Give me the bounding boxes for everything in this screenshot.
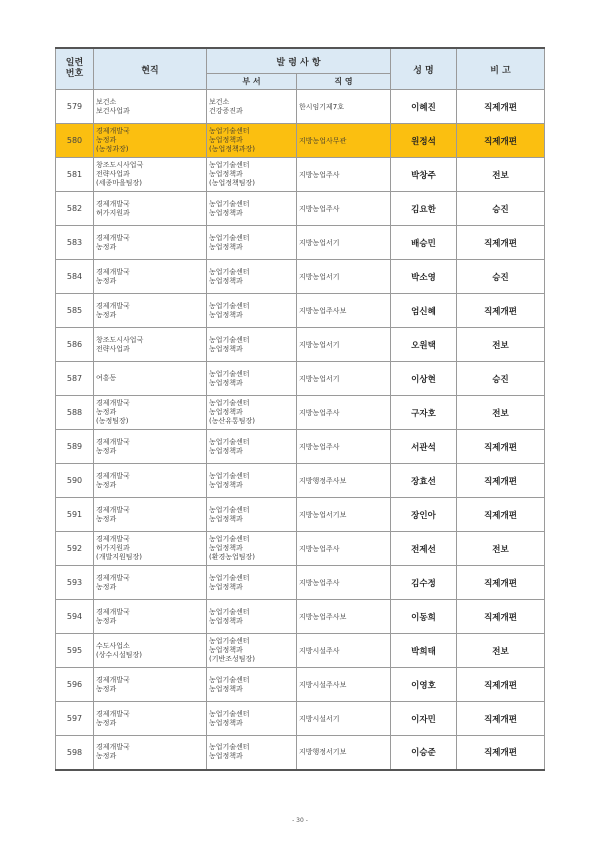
table-row (56, 226, 545, 260)
dept-cell (207, 498, 297, 532)
person-name-cell: 이영호 (391, 668, 457, 702)
table-row (56, 124, 545, 158)
current-position-line: 경제개발국 (96, 743, 130, 752)
current-position-line: 경제개발국 (96, 199, 130, 208)
dept-line: 농업기술센터 (209, 675, 250, 684)
current-position-line: 경제개발국 (96, 675, 130, 684)
dept-line: 농업기술센터 (209, 607, 250, 616)
note-cell: 직제개편 (457, 464, 545, 498)
position-cell: 지방농업사무관 (297, 124, 391, 158)
current-position-line: 농정과 (96, 616, 117, 625)
current-position-line: 경제개발국 (96, 233, 130, 242)
dept-line: 농업기술센터 (209, 471, 250, 480)
position-cell: 지방농업서기 (297, 226, 391, 260)
dept-cell (207, 600, 297, 634)
table-row (56, 362, 545, 396)
person-name-cell: 이자민 (391, 702, 457, 736)
person-name-cell: 이혜진 (391, 90, 457, 124)
table-row (56, 260, 545, 294)
current-position-cell (94, 532, 207, 566)
current-position-line: 창조도시사업국 (96, 335, 144, 344)
current-position-cell (94, 600, 207, 634)
table-row (56, 702, 545, 736)
current-position-cell (94, 158, 207, 192)
position-cell: 한시임기제7호 (297, 90, 391, 124)
dept-line: 농업정책과 (209, 276, 243, 285)
dept-cell (207, 532, 297, 566)
dept-cell (207, 464, 297, 498)
table-row (56, 294, 545, 328)
current-position-line: 농정과 (96, 514, 117, 523)
dept-line: 농업정책과 (209, 544, 243, 552)
serial-number-cell: 588 (56, 396, 94, 430)
current-position-line: 농정과 (96, 242, 117, 251)
current-position-line: (농정팀장) (96, 417, 129, 425)
current-position-line: (개발지원팀장) (96, 553, 143, 561)
table-row (56, 736, 545, 770)
person-name-cell: 배승민 (391, 226, 457, 260)
current-position-line: 수도사업소 (96, 641, 130, 650)
person-name-cell: 장인아 (391, 498, 457, 532)
dept-cell (207, 226, 297, 260)
dept-line: 농업정책과 (209, 310, 243, 319)
person-name-cell: 김요한 (391, 192, 457, 226)
header-note: 비 고 (457, 48, 545, 90)
note-cell: 전보 (457, 634, 545, 668)
serial-number-cell: 579 (56, 90, 94, 124)
dept-line: 농업정책과 (209, 514, 243, 523)
current-position-cell (94, 430, 207, 464)
current-position-line: 농정과 (96, 446, 117, 455)
dept-cell (207, 328, 297, 362)
current-position-cell (94, 124, 207, 158)
dept-line: 농업정책과 (209, 684, 243, 693)
current-position-line: 농정과 (96, 408, 117, 416)
dept-line: 농업기술센터 (209, 301, 250, 310)
current-position-line: 경제개발국 (96, 535, 130, 543)
note-cell: 전보 (457, 328, 545, 362)
person-name-cell: 원정석 (391, 124, 457, 158)
table-row (56, 532, 545, 566)
note-cell: 승진 (457, 260, 545, 294)
dept-line: 농업기술센터 (209, 535, 250, 543)
dept-line: 농업정책과 (209, 208, 243, 217)
position-cell: 지방농업주사 (297, 396, 391, 430)
dept-line: 농업정책과 (209, 344, 243, 353)
dept-cell (207, 736, 297, 770)
current-position-line: 경제개발국 (96, 267, 130, 276)
serial-number-cell: 591 (56, 498, 94, 532)
dept-line: 건강증진과 (209, 106, 243, 115)
serial-number-cell: 590 (56, 464, 94, 498)
dept-cell (207, 294, 297, 328)
current-position-line: 경제개발국 (96, 437, 130, 446)
dept-line: (농업정책과장) (209, 145, 256, 153)
header-dept: 부 서 (207, 74, 297, 90)
current-position-line: (상수시설팀장) (96, 650, 143, 659)
header-serial: 일련 번호 (56, 48, 94, 90)
position-cell: 지방시설주사보 (297, 668, 391, 702)
serial-number-cell: 594 (56, 600, 94, 634)
current-position-cell (94, 702, 207, 736)
current-position-line: 농정과 (96, 136, 117, 144)
note-cell: 직제개편 (457, 600, 545, 634)
current-position-line: 전략사업과 (96, 344, 130, 353)
current-position-line: 농정과 (96, 310, 117, 319)
dept-line: 농업기술센터 (209, 637, 250, 645)
serial-number-cell: 581 (56, 158, 94, 192)
dept-line: 농업정책과 (209, 718, 243, 727)
position-cell: 지방농업서기 (297, 260, 391, 294)
note-cell: 직제개편 (457, 294, 545, 328)
dept-line: 농업기술센터 (209, 127, 250, 135)
dept-line: 농업기술센터 (209, 335, 250, 344)
dept-cell (207, 260, 297, 294)
serial-number-cell: 596 (56, 668, 94, 702)
dept-line: 농업기술센터 (209, 233, 250, 242)
dept-line: 농업정책과 (209, 752, 243, 761)
current-position-line: 경제개발국 (96, 471, 130, 480)
serial-number-cell: 583 (56, 226, 94, 260)
dept-cell (207, 702, 297, 736)
position-cell: 지방행정서기보 (297, 736, 391, 770)
table-row (56, 566, 545, 600)
current-position-line: 허가지원과 (96, 544, 130, 552)
current-position-line: 보건사업과 (96, 106, 130, 115)
dept-cell (207, 90, 297, 124)
person-name-cell: 이상현 (391, 362, 457, 396)
serial-number-cell: 580 (56, 124, 94, 158)
note-cell: 전보 (457, 158, 545, 192)
person-name-cell: 박소영 (391, 260, 457, 294)
current-position-cell (94, 294, 207, 328)
table-row (56, 634, 545, 668)
dept-cell (207, 634, 297, 668)
current-position-cell (94, 668, 207, 702)
serial-number-cell: 595 (56, 634, 94, 668)
position-cell: 지방농업주사 (297, 566, 391, 600)
note-cell: 직제개편 (457, 124, 545, 158)
serial-number-cell: 587 (56, 362, 94, 396)
dept-line: 농업정책과 (209, 136, 243, 144)
note-cell: 전보 (457, 396, 545, 430)
current-position-cell (94, 464, 207, 498)
current-position-line: 전략사업과 (96, 170, 130, 178)
dept-line: 농업기술센터 (209, 437, 250, 446)
dept-cell (207, 430, 297, 464)
header-appointment: 발 령 사 항 (207, 48, 391, 74)
table-row (56, 328, 545, 362)
current-position-cell (94, 736, 207, 770)
dept-line: 농업기술센터 (209, 267, 250, 276)
note-cell: 전보 (457, 532, 545, 566)
position-cell: 지방농업주사보 (297, 600, 391, 634)
note-cell: 직제개편 (457, 226, 545, 260)
current-position-line: 경제개발국 (96, 399, 130, 407)
note-cell: 직제개편 (457, 498, 545, 532)
position-cell: 지방농업주사 (297, 532, 391, 566)
appointment-table-body (56, 90, 545, 770)
current-position-cell (94, 192, 207, 226)
note-cell: 직제개편 (457, 668, 545, 702)
dept-cell (207, 158, 297, 192)
current-position-line: 농정과 (96, 718, 117, 727)
current-position-line: 여흥동 (96, 374, 117, 382)
table-row (56, 464, 545, 498)
current-position-line: 경제개발국 (96, 607, 130, 616)
position-cell: 지방농업주사보 (297, 294, 391, 328)
header-name: 성 명 (391, 48, 457, 90)
current-position-cell (94, 90, 207, 124)
dept-line: 농업정책과 (209, 378, 243, 387)
header-position: 직 영 (297, 74, 391, 90)
note-cell: 직제개편 (457, 430, 545, 464)
dept-line: 농업기술센터 (209, 743, 250, 752)
current-position-cell (94, 362, 207, 396)
dept-line: 농업기술센터 (209, 505, 250, 514)
serial-number-cell: 585 (56, 294, 94, 328)
current-position-line: 경제개발국 (96, 505, 130, 514)
note-cell: 직제개편 (457, 90, 545, 124)
dept-line: 농업기술센터 (209, 709, 250, 718)
current-position-line: 경제개발국 (96, 573, 130, 582)
note-cell: 직제개편 (457, 566, 545, 600)
person-name-cell: 서관석 (391, 430, 457, 464)
appointment-table (55, 47, 545, 771)
dept-line: 농업기술센터 (209, 161, 250, 169)
current-position-line: (세종마을팀장) (96, 179, 143, 187)
position-cell: 지방농업주사 (297, 430, 391, 464)
current-position-line: 허가지원과 (96, 208, 130, 217)
current-position-line: 창조도시사업국 (96, 161, 144, 169)
current-position-line: 농정과 (96, 752, 117, 761)
dept-line: 농업기술센터 (209, 399, 250, 407)
dept-line: 농업기술센터 (209, 573, 250, 582)
person-name-cell: 오원택 (391, 328, 457, 362)
person-name-cell: 엄신혜 (391, 294, 457, 328)
person-name-cell: 박창주 (391, 158, 457, 192)
position-cell: 지방농업주사 (297, 192, 391, 226)
person-name-cell: 장효선 (391, 464, 457, 498)
position-cell: 지방행정주사보 (297, 464, 391, 498)
dept-cell (207, 362, 297, 396)
appointment-table-container (55, 47, 544, 771)
dept-line: 농업기술센터 (209, 199, 250, 208)
header-current: 현직 (94, 48, 207, 90)
position-cell: 지방시설서기 (297, 702, 391, 736)
dept-line: 보건소 (209, 97, 230, 106)
current-position-line: 농정과 (96, 684, 117, 693)
table-row (56, 600, 545, 634)
dept-cell (207, 396, 297, 430)
current-position-cell (94, 260, 207, 294)
person-name-cell: 전제선 (391, 532, 457, 566)
current-position-line: 경제개발국 (96, 709, 130, 718)
dept-line: 농업정책과 (209, 480, 243, 489)
current-position-line: 농정과 (96, 480, 117, 489)
note-cell: 직제개편 (457, 736, 545, 770)
table-row (56, 396, 545, 430)
current-position-cell (94, 226, 207, 260)
current-position-cell (94, 634, 207, 668)
serial-number-cell: 597 (56, 702, 94, 736)
table-row (56, 90, 545, 124)
note-cell: 승진 (457, 362, 545, 396)
dept-line: 농업정책과 (209, 582, 243, 591)
page-number: - 30 - (292, 817, 308, 824)
person-name-cell: 김수정 (391, 566, 457, 600)
current-position-line: 농정과 (96, 582, 117, 591)
dept-cell (207, 192, 297, 226)
position-cell: 지방농업서기 (297, 328, 391, 362)
position-cell: 지방농업주사 (297, 158, 391, 192)
dept-line: 농업정책과 (209, 170, 243, 178)
serial-number-cell: 593 (56, 566, 94, 600)
dept-line: 농업정책과 (209, 646, 243, 654)
position-cell: 지방농업서기 (297, 362, 391, 396)
note-cell: 직제개편 (457, 702, 545, 736)
position-cell: 지방농업서기보 (297, 498, 391, 532)
dept-line: (환경농업팀장) (209, 553, 256, 561)
dept-cell (207, 566, 297, 600)
dept-cell (207, 124, 297, 158)
table-row (56, 498, 545, 532)
current-position-line: 농정과 (96, 276, 117, 285)
person-name-cell: 박희태 (391, 634, 457, 668)
note-cell: 승진 (457, 192, 545, 226)
serial-number-cell: 584 (56, 260, 94, 294)
serial-number-cell: 598 (56, 736, 94, 770)
serial-number-cell: 589 (56, 430, 94, 464)
dept-line: 농업정책과 (209, 408, 243, 416)
current-position-cell (94, 328, 207, 362)
dept-line: 농업기술센터 (209, 369, 250, 378)
current-position-line: 경제개발국 (96, 127, 130, 135)
table-row (56, 430, 545, 464)
current-position-line: (농정과장) (96, 145, 129, 153)
table-row (56, 192, 545, 226)
person-name-cell: 이동희 (391, 600, 457, 634)
table-row (56, 668, 545, 702)
current-position-cell (94, 396, 207, 430)
dept-cell (207, 668, 297, 702)
dept-line: 농업정책과 (209, 446, 243, 455)
current-position-cell (94, 566, 207, 600)
current-position-line: 보건소 (96, 97, 117, 106)
serial-number-cell: 592 (56, 532, 94, 566)
dept-line: 농업정책과 (209, 242, 243, 251)
current-position-line: 경제개발국 (96, 301, 130, 310)
current-position-cell (94, 498, 207, 532)
dept-line: (기반조성팀장) (209, 655, 256, 663)
dept-line: (농산유통팀장) (209, 417, 256, 425)
serial-number-cell: 586 (56, 328, 94, 362)
person-name-cell: 구자호 (391, 396, 457, 430)
position-cell: 지방시설주사 (297, 634, 391, 668)
serial-number-cell: 582 (56, 192, 94, 226)
table-row (56, 158, 545, 192)
dept-line: (농업정책팀장) (209, 179, 256, 187)
dept-line: 농업정책과 (209, 616, 243, 625)
person-name-cell: 이승준 (391, 736, 457, 770)
